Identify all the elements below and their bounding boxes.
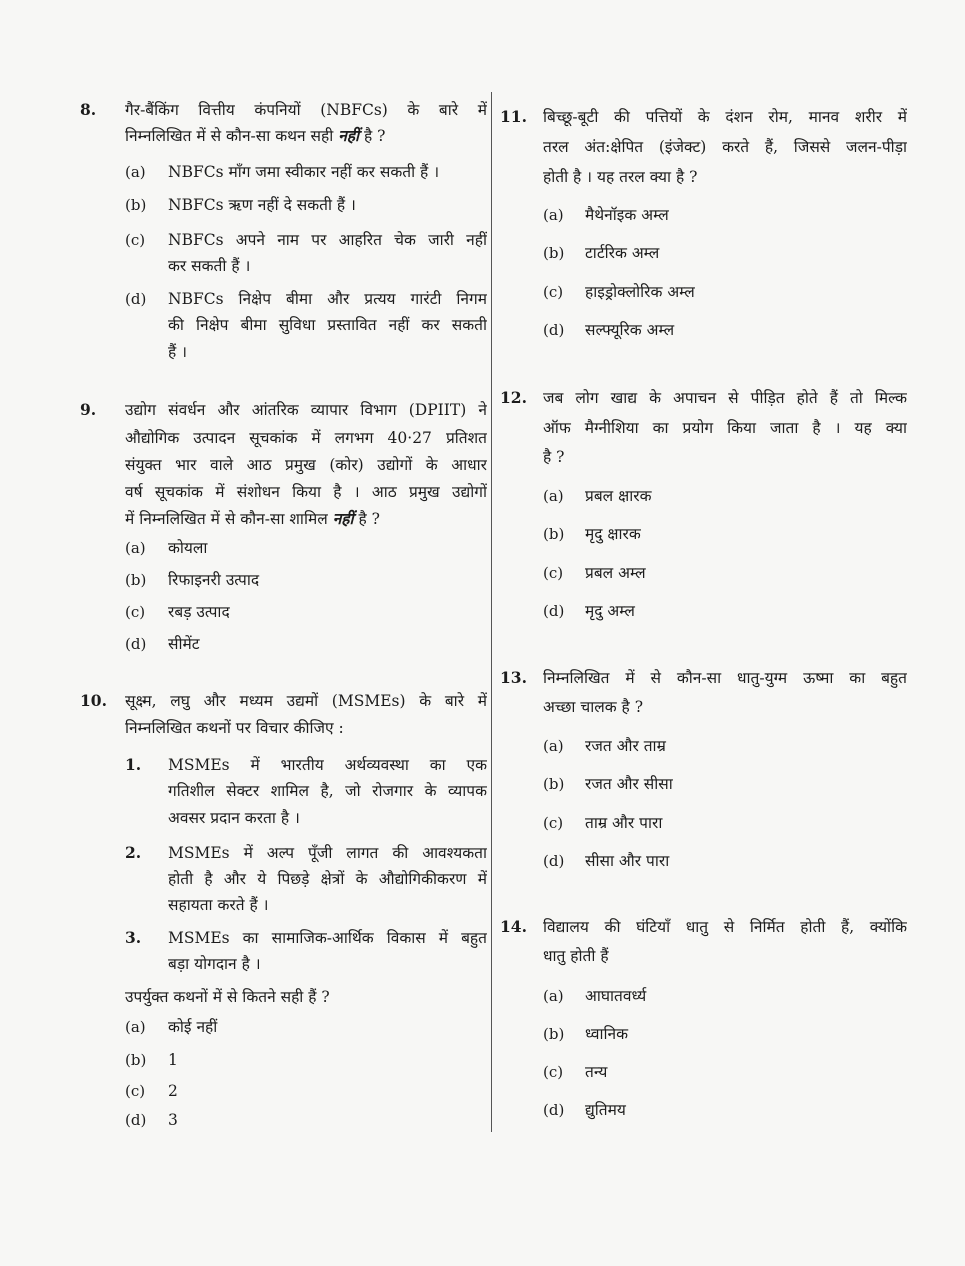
question-text — [125, 125, 487, 147]
option-text[interactable]: 1 — [168, 1051, 178, 1069]
text: निम्नलिखित में से कौन-सा कथन सही — [125, 127, 334, 145]
statement-text: बड़ा योगदान है । — [168, 955, 261, 973]
question-text: अच्छा चालक है ? — [543, 698, 644, 716]
option-label[interactable]: (d) — [125, 1111, 147, 1129]
option-text[interactable]: प्रबल अम्ल — [585, 564, 646, 582]
column-divider — [491, 92, 492, 1132]
emphasis-not: नहीं — [332, 509, 354, 528]
option-text[interactable]: NBFCs निक्षेप बीमा और प्रत्यय गारंटी निगम — [168, 290, 487, 308]
option-label[interactable]: (b) — [543, 775, 565, 793]
question-text: निम्नलिखित में से कौन-सा धातु-युग्म ऊष्मा का बहुत — [543, 669, 907, 687]
option-text[interactable]: NBFCs माँग जमा स्वीकार नहीं कर सकती हैं । — [168, 163, 440, 181]
option-label[interactable]: (c) — [543, 564, 564, 582]
option-label[interactable]: (c) — [543, 283, 564, 301]
question-prompt: उपर्युक्त कथनों में से कितने सही हैं ? — [125, 988, 330, 1006]
statement-text: अवसर प्रदान करता है । — [168, 809, 300, 827]
option-text[interactable]: हाइड्रोक्लोरिक अम्ल — [585, 283, 695, 301]
statement-text: गतिशील सेक्टर शामिल है, जो रोजगार के व्यापक — [168, 782, 487, 800]
question-text: औद्योगिक उत्पादन सूचकांक में लगभग 40·27 प्रतिशत — [125, 429, 487, 447]
option-text[interactable]: 3 — [168, 1111, 178, 1129]
statement-text: MSMEs में अल्प पूँजी लागत की आवश्यकता — [168, 844, 487, 862]
question-text: गैर-बैंकिंग वित्तीय कंपनियों (NBFCs) के बारे में — [125, 101, 487, 119]
option-label[interactable]: (b) — [543, 1025, 565, 1043]
option-text[interactable]: सीसा और पारा — [585, 852, 670, 870]
option-label[interactable]: (c) — [125, 231, 146, 249]
question-text: ऑफ मैग्नीशिया का प्रयोग किया जाता है । यह क्या — [543, 419, 907, 437]
question-number: 9. — [80, 400, 97, 419]
option-label[interactable]: (a) — [543, 206, 564, 224]
option-text[interactable]: मृदु अम्ल — [585, 602, 635, 620]
text: है ? — [358, 510, 380, 528]
statement-text: सहायता करते हैं । — [168, 896, 269, 914]
option-label[interactable]: (d) — [543, 321, 565, 339]
question-text: उद्योग संवर्धन और आंतरिक व्यापार विभाग (DPIIT) ने — [125, 401, 487, 419]
option-text[interactable]: NBFCs अपने नाम पर आहरित चेक जारी नहीं — [168, 231, 487, 249]
question-text: होती है । यह तरल क्या है ? — [543, 168, 698, 186]
question-text: धातु होती हैं — [543, 947, 609, 965]
statement-text: होती है और ये पिछड़े क्षेत्रों के औद्योगिकीकरण में — [168, 870, 487, 888]
option-label[interactable]: (c) — [543, 814, 564, 832]
option-text[interactable]: द्युतिमय — [585, 1101, 626, 1119]
question-number: 14. — [500, 917, 527, 936]
option-label[interactable]: (a) — [125, 539, 146, 557]
option-text[interactable]: तन्य — [585, 1063, 608, 1081]
option-text[interactable]: की निक्षेप बीमा सुविधा प्रस्तावित नहीं कर सकती — [168, 316, 487, 334]
statement-text: MSMEs का सामाजिक-आर्थिक विकास में बहुत — [168, 929, 487, 947]
option-label[interactable]: (d) — [543, 602, 565, 620]
option-label[interactable]: (d) — [543, 852, 565, 870]
question-text: तरल अंत:क्षेपित (इंजेक्ट) करते हैं, जिससे जलन-पीड़ा — [543, 138, 907, 156]
option-text[interactable]: ताम्र और पारा — [585, 814, 663, 832]
question-text — [125, 508, 487, 530]
question-number: 13. — [500, 668, 527, 687]
question-text: निम्नलिखित कथनों पर विचार कीजिए : — [125, 719, 344, 737]
option-text[interactable]: रिफाइनरी उत्पाद — [168, 571, 260, 589]
question-text: बिच्छू-बूटी की पत्तियों के दंशन रोम, मानव शरीर में — [543, 108, 907, 126]
option-label[interactable]: (c) — [125, 603, 146, 621]
option-text[interactable]: प्रबल क्षारक — [585, 487, 652, 505]
option-label[interactable]: (c) — [543, 1063, 564, 1081]
statement-text: MSMEs में भारतीय अर्थव्यवस्था का एक — [168, 756, 487, 774]
option-text[interactable]: कोई नहीं — [168, 1018, 218, 1036]
option-label[interactable]: (a) — [543, 987, 564, 1005]
option-text[interactable]: ध्वानिक — [585, 1025, 628, 1043]
question-number: 10. — [80, 691, 107, 710]
option-label[interactable]: (a) — [125, 1018, 146, 1036]
statement-number: 3. — [125, 928, 142, 947]
option-text[interactable]: 2 — [168, 1082, 178, 1100]
option-text[interactable]: रबड़ उत्पाद — [168, 603, 230, 621]
option-label[interactable]: (d) — [543, 1101, 565, 1119]
option-label[interactable]: (a) — [543, 487, 564, 505]
option-label[interactable]: (c) — [125, 1082, 146, 1100]
question-number: 8. — [80, 100, 97, 119]
option-label[interactable]: (a) — [543, 737, 564, 755]
option-text[interactable]: रजत और ताम्र — [585, 737, 666, 755]
question-number: 11. — [500, 107, 527, 126]
option-label[interactable]: (d) — [125, 290, 147, 308]
option-text[interactable]: हैं । — [168, 343, 188, 361]
text: है ? — [364, 127, 386, 145]
option-text[interactable]: कर सकती हैं । — [168, 257, 251, 275]
option-text[interactable]: आघातवर्ध्य — [585, 987, 647, 1005]
option-text[interactable]: सीमेंट — [168, 635, 200, 653]
option-label[interactable]: (b) — [125, 571, 147, 589]
option-label[interactable]: (b) — [125, 1051, 147, 1069]
question-text: संयुक्त भार वाले आठ प्रमुख (कोर) उद्योगों के आधार — [125, 456, 487, 474]
statement-number: 1. — [125, 755, 142, 774]
question-text: विद्यालय की घंटियाँ धातु से निर्मित होती हैं, क्योंकि — [543, 918, 907, 936]
option-text[interactable]: टार्टरिक अम्ल — [585, 244, 660, 262]
question-text: वर्ष सूचकांक में संशोधन किया है । आठ प्रमुख उद्योगों — [125, 483, 487, 501]
statement-number: 2. — [125, 843, 142, 862]
option-label[interactable]: (b) — [543, 244, 565, 262]
option-label[interactable]: (b) — [543, 525, 565, 543]
option-text[interactable]: मैथेनॉइक अम्ल — [585, 206, 669, 224]
option-text[interactable]: सल्फ्यूरिक अम्ल — [585, 321, 675, 339]
question-text: सूक्ष्म, लघु और मध्यम उद्यमों (MSMEs) के बारे में — [125, 692, 487, 710]
question-text: जब लोग खाद्य के अपाचन से पीड़ित होते हैं तो मिल्क — [543, 389, 907, 407]
option-label[interactable]: (b) — [125, 196, 147, 214]
question-text: है ? — [543, 448, 565, 466]
option-text[interactable]: रजत और सीसा — [585, 775, 673, 793]
option-label[interactable]: (a) — [125, 163, 146, 181]
option-text[interactable]: NBFCs ऋण नहीं दे सकती हैं । — [168, 196, 356, 214]
question-number: 12. — [500, 388, 527, 407]
emphasis-not: नहीं — [338, 126, 360, 145]
text: में निम्नलिखित में से कौन-सा शामिल — [125, 510, 328, 528]
option-label[interactable]: (d) — [125, 635, 147, 653]
option-text[interactable]: कोयला — [168, 539, 208, 557]
option-text[interactable]: मृदु क्षारक — [585, 525, 641, 543]
